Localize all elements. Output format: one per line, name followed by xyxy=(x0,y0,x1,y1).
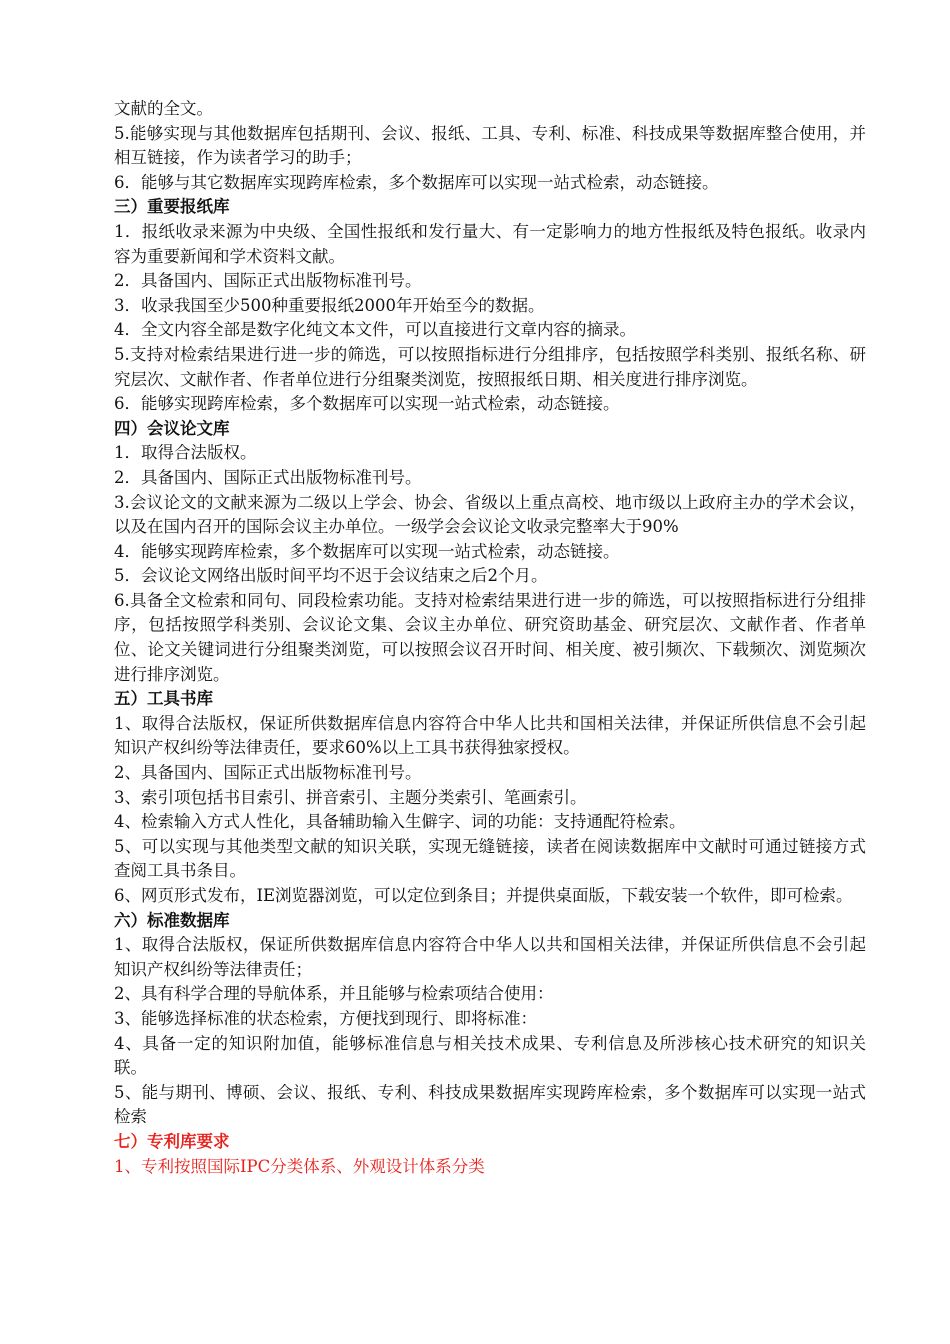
paragraph: 4．能够实现跨库检索，多个数据库可以实现一站式检索，动态链接。 xyxy=(114,541,620,561)
paragraph: 1．报纸收录来源为中央级、全国性报纸和发行量大、有一定影响力的地方性报纸及特色报纸。收录内容为重要新闻和学术资料文献。 xyxy=(114,221,866,266)
paragraph: 2．具备国内、国际正式出版物标准刊号。 xyxy=(114,467,422,487)
paragraph: 2．具备国内、国际正式出版物标准刊号。 xyxy=(114,271,422,291)
section-heading: 六）标准数据库 xyxy=(114,910,230,930)
document-body xyxy=(114,97,866,1179)
paragraph: 3、能够选择标准的状态检索，方便找到现行、即将标准： xyxy=(114,1008,537,1028)
paragraph: 1、取得合法版权，保证所供数据库信息内容符合中华人比共和国相关法律，并保证所供信息不会引起知识产权纠纷等法律责任，要求60%以上工具书获得独家授权。 xyxy=(114,713,866,758)
paragraph: 6．能够与其它数据库实现跨库检索，多个数据库可以实现一站式检索，动态链接。 xyxy=(114,172,719,192)
paragraph: 2、具有科学合理的导航体系，并且能够与检索项结合使用： xyxy=(114,984,554,1004)
paragraph: 3、索引项包括书目索引、拼音索引、主题分类索引、笔画索引。 xyxy=(114,787,587,807)
paragraph: 3．收录我国至少500种重要报纸2000年开始至今的数据。 xyxy=(114,295,545,315)
paragraph: 5．会议论文网络出版时间平均不迟于会议结束之后2个月。 xyxy=(114,566,548,586)
paragraph: 2、具备国内、国际正式出版物标准刊号。 xyxy=(114,763,422,783)
section-heading: 三）重要报纸库 xyxy=(114,197,230,217)
paragraph: 文献的全文。 xyxy=(114,99,213,118)
paragraph: 6、网页形式发布，IE浏览器浏览，可以定位到条目；并提供桌面版，下载安装一个软件，即可检索。 xyxy=(114,886,853,905)
paragraph: 5.能够实现与其他数据库包括期刊、会议、报纸、工具、专利、标准、科技成果等数据库整合使用，并相互链接，作为读者学习的助手； xyxy=(114,123,866,168)
section-heading: 七）专利库要求 xyxy=(114,1131,230,1151)
section-heading: 五）工具书库 xyxy=(114,689,213,709)
paragraph: 6．能够实现跨库检索，多个数据库可以实现一站式检索，动态链接。 xyxy=(114,394,620,414)
paragraph: 4、检索输入方式人性化，具备辅助输入生僻字、词的功能：支持通配符检索。 xyxy=(114,812,686,832)
paragraph: 5.支持对检索结果进行进一步的筛选，可以按照指标进行分组排序，包括按照学科类别、报纸名称、研究层次、文献作者、作者单位进行分组聚类浏览，按照报纸日期、相关度进行排序浏览。 xyxy=(114,344,866,389)
paragraph: 1．取得合法版权。 xyxy=(114,443,257,463)
paragraph: 3.会议论文的文献来源为二级以上学会、协会、省级以上重点高校、地市级以上政府主办的学术会议，以及在国内召开的国际会议主办单位。一级学会会议论文收录完整率大于90% xyxy=(114,492,866,537)
paragraph: 5、可以实现与其他类型文献的知识关联，实现无缝链接，读者在阅读数据库中文献时可通过链接方式查阅工具书条目。 xyxy=(114,836,866,881)
paragraph: 1、专利按照国际IPC分类体系、外观设计体系分类 xyxy=(114,1156,485,1176)
paragraph: 4．全文内容全部是数字化纯文本文件，可以直接进行文章内容的摘录。 xyxy=(114,320,636,340)
paragraph: 1、取得合法版权，保证所供数据库信息内容符合中华人以共和国相关法律，并保证所供信息不会引起知识产权纠纷等法律责任； xyxy=(114,935,866,979)
section-heading: 四）会议论文库 xyxy=(114,418,230,438)
paragraph: 4、具备一定的知识附加值，能够标准信息与相关技术成果、专利信息及所涉核心技术研究的知识关联。 xyxy=(114,1033,866,1078)
paragraph: 5、能与期刊、博硕、会议、报纸、专利、科技成果数据库实现跨库检索，多个数据库可以实现一站式检索 xyxy=(114,1082,866,1127)
paragraph: 6.具备全文检索和同句、同段检索功能。支持对检索结果进行进一步的筛选，可以按照指标进行分组排序，包括按照学科类别、会议论文集、会议主办单位、研究资助基金、研究层次、文献作者、作者单位、论文关键词进行分组聚类浏览，可以按照会议召开时间、相关度、被引频次、下载频次、浏览频次进行排序浏览。 xyxy=(114,590,866,684)
